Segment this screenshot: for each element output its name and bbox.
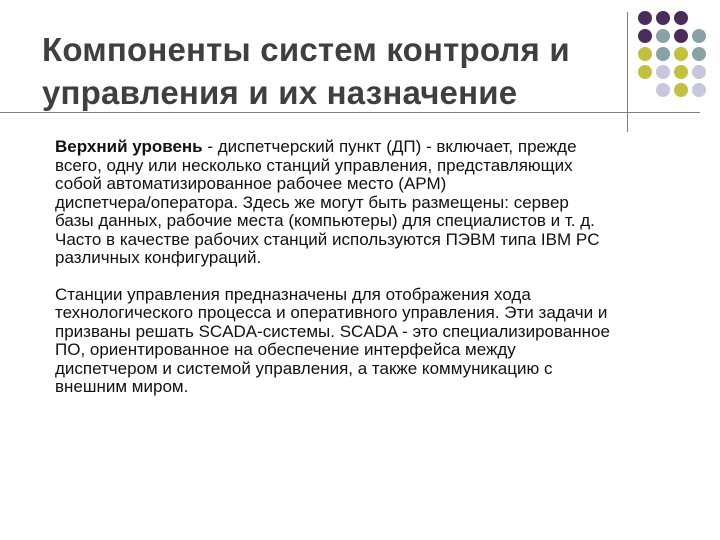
paragraph2-line: внешним миром. — [55, 377, 189, 396]
paragraph2-line: ПО, ориентированное на обеспечение интерфейса между — [55, 340, 516, 359]
decorative-dot — [674, 65, 688, 79]
decorative-dot — [692, 65, 706, 79]
decorative-dot — [638, 29, 652, 43]
decorative-dot — [656, 83, 670, 97]
paragraph1-line-1-rest: - диспетчерский пункт (ДП) - включает, прежде — [202, 137, 577, 156]
decorative-dot — [656, 65, 670, 79]
decorative-dot — [656, 11, 670, 25]
decorative-dot — [692, 29, 706, 43]
paragraph2-line: технологического процесса и оперативного управления. Эти задачи и — [55, 303, 608, 322]
title-line-1: Компоненты систем контроля и — [42, 31, 570, 68]
paragraph-top-level — [55, 138, 690, 268]
paragraph1-line: различных конфигураций. — [55, 248, 262, 267]
decorative-dot — [692, 83, 706, 97]
decorative-dot — [656, 29, 670, 43]
decorative-dot — [638, 11, 652, 25]
decorative-dot — [656, 47, 670, 61]
vertical-divider-line — [627, 12, 628, 132]
slide-body — [55, 138, 690, 415]
paragraph2-line: диспетчером и системой управления, а также коммуникацию с — [55, 358, 553, 378]
decorative-dot-grid — [638, 11, 710, 119]
paragraph1-line: Часто в качестве рабочих станций используются ПЭВМ типа IBM PC — [55, 229, 600, 249]
title-line-2: управления и их назначение — [42, 74, 518, 111]
paragraph1-line: всего, одну или несколько станций управления, представляющих — [55, 155, 573, 175]
decorative-dot — [674, 11, 688, 25]
paragraph1-line: диспетчера/оператора. Здесь же могут быть размещены: сервер — [55, 192, 569, 212]
decorative-dot — [638, 47, 652, 61]
slide-title — [42, 28, 602, 114]
lead-term: Верхний уровень — [55, 137, 203, 156]
decorative-dot — [674, 29, 688, 43]
paragraph1-line: базы данных, рабочие места (компьютеры) для специалистов и т. д. — [55, 211, 595, 230]
paragraph2-line: Станции управления предназначены для отображения хода — [55, 284, 531, 304]
decorative-dot — [674, 83, 688, 97]
paragraph2-line: призваны решать SCADA-системы. SCADA - это специализированное — [55, 321, 610, 341]
paragraph-control-stations — [55, 286, 690, 397]
decorative-dot — [692, 47, 706, 61]
decorative-dot — [638, 65, 652, 79]
paragraph1-line: собой автоматизированное рабочее место (АРМ) — [55, 174, 447, 193]
decorative-dot — [674, 47, 688, 61]
paragraph1-line-1 — [55, 138, 690, 157]
